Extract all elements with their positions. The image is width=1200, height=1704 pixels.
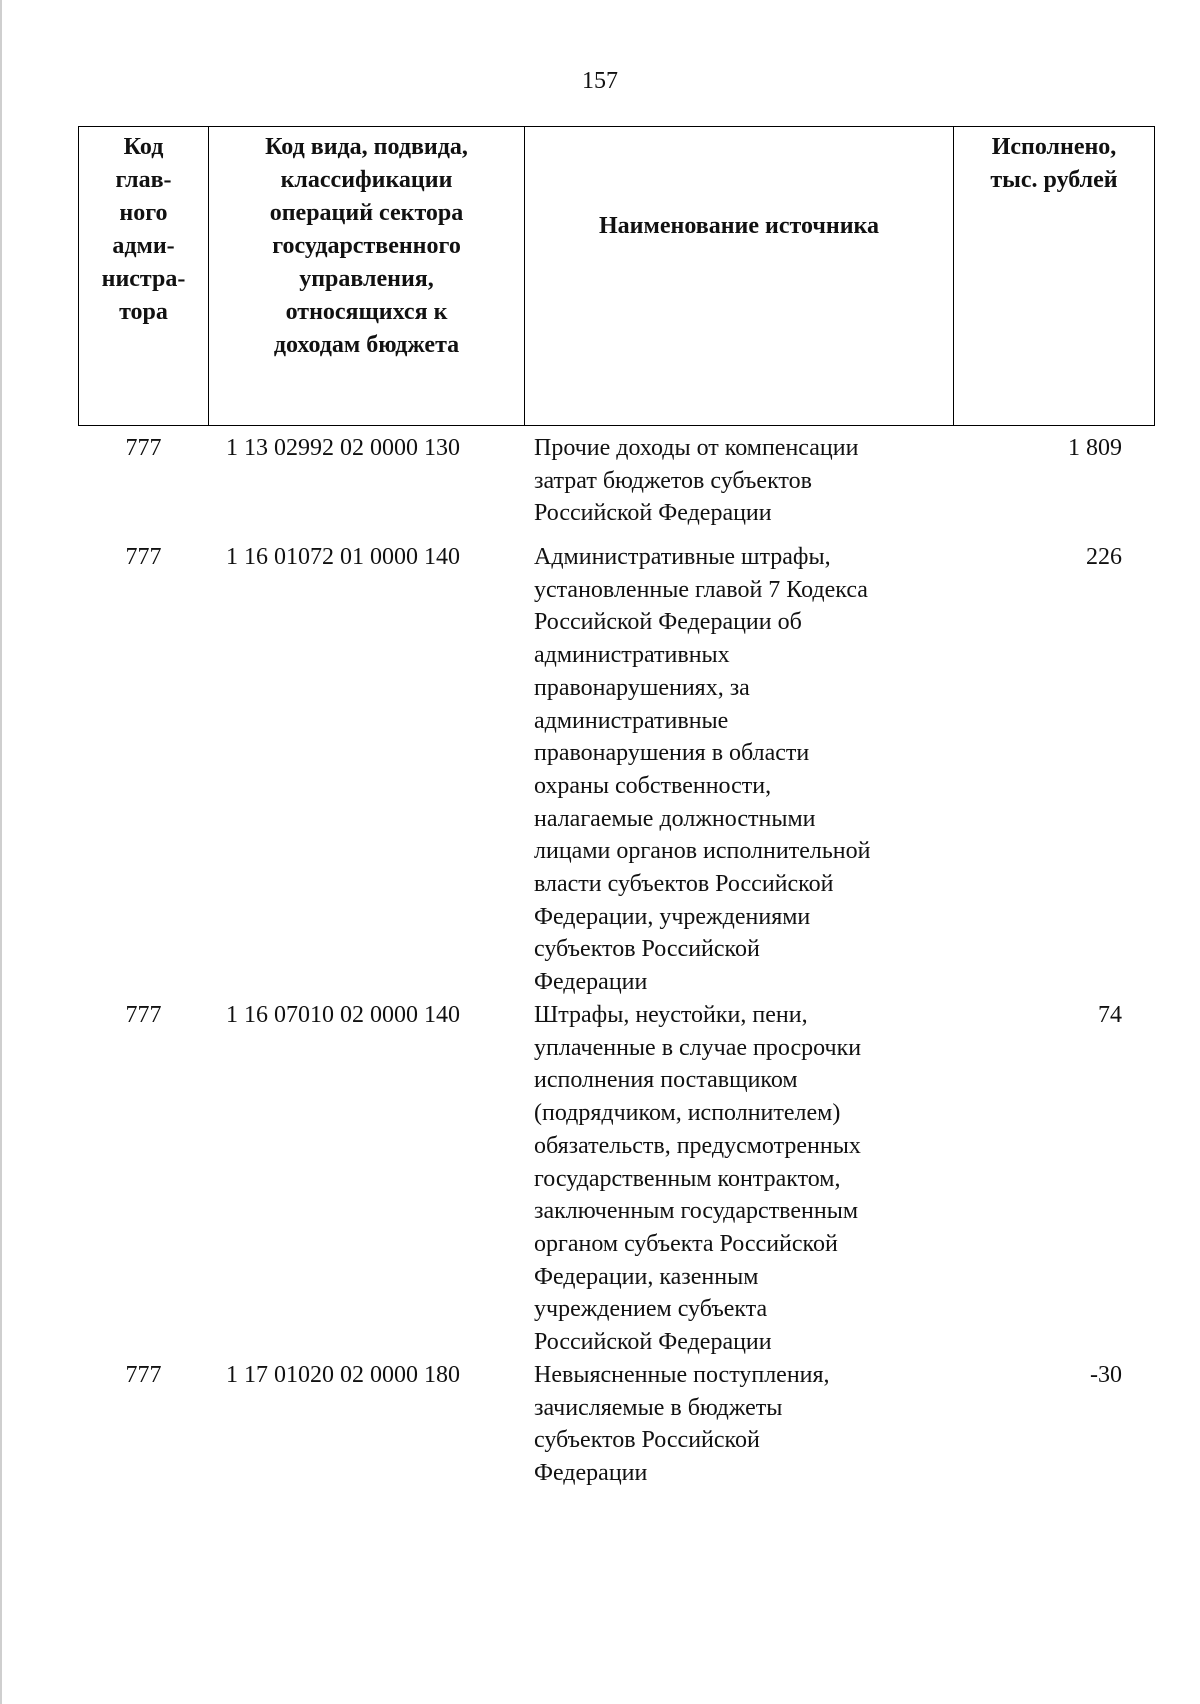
classification-code-cell: 1 16 07010 02 0000 140 — [226, 1002, 460, 1028]
name-line: уплаченные в случае просрочки — [534, 1034, 862, 1061]
header-executed — [954, 127, 1155, 426]
name-line: Прочие доходы от компенсации — [534, 435, 859, 461]
header-line: государственного — [272, 233, 461, 259]
name-line: Российской Федерации — [534, 500, 772, 527]
header-line: операций сектора — [269, 200, 464, 226]
name-line: правонарушения в области — [534, 740, 810, 767]
name-line: (подрядчиком, исполнителем) — [534, 1100, 841, 1127]
name-line: Федерации — [534, 1460, 648, 1487]
admin-code-cell: 777 — [125, 1002, 162, 1028]
header-admin-code — [79, 127, 209, 426]
name-line: охраны собственности, — [534, 772, 772, 799]
header-line: тора — [119, 299, 168, 325]
header-line: относящихся к — [285, 299, 448, 325]
name-line: Штрафы, неустойки, пени, — [534, 1002, 808, 1028]
name-line: правонарушениях, за — [534, 674, 750, 701]
header-line: адми- — [112, 233, 175, 259]
header-line: Код вида, подвида, — [265, 134, 468, 160]
amount-cell: -30 — [1090, 1362, 1122, 1388]
header-line: классификации — [280, 167, 453, 193]
header-line: ного — [119, 200, 168, 226]
table-header — [78, 126, 1155, 426]
name-line: Федерации, учреждениями — [534, 903, 811, 930]
admin-code-cell: 777 — [125, 435, 162, 461]
name-line: органом субъекта Российской — [534, 1230, 838, 1257]
name-line: Российской Федерации — [534, 1329, 772, 1356]
name-line: исполнения поставщиком — [534, 1067, 798, 1094]
classification-code-cell: 1 17 01020 02 0000 180 — [226, 1362, 460, 1388]
name-line: затрат бюджетов субъектов — [534, 467, 812, 494]
name-line: заключенным государственным — [534, 1198, 859, 1225]
name-line: Российской Федерации об — [534, 609, 802, 636]
header-classification-code — [209, 127, 525, 426]
source-name-cell — [534, 1359, 954, 1490]
classification-code-cell: 1 13 02992 02 0000 130 — [226, 435, 460, 461]
classification-code-cell: 1 16 01072 01 0000 140 — [226, 544, 460, 570]
source-name-cell — [534, 432, 954, 530]
name-line: лицами органов исполнительной — [534, 838, 871, 865]
source-name-cell — [534, 541, 954, 999]
amount-cell: 74 — [1098, 1002, 1122, 1028]
name-line: государственным контрактом, — [534, 1165, 841, 1192]
amount-cell: 226 — [1086, 544, 1122, 570]
header-line: Код — [123, 134, 164, 160]
name-line: налагаемые должностными — [534, 805, 816, 832]
name-line: Федерации, казенным — [534, 1263, 759, 1290]
name-line: Невыясненные поступления, — [534, 1362, 830, 1388]
name-line: Административные штрафы, — [534, 544, 831, 570]
name-line: обязательств, предусмотренных — [534, 1132, 861, 1159]
name-line: Федерации — [534, 969, 648, 996]
header-line: управления, — [299, 266, 434, 292]
header-line: тыс. рублей — [990, 167, 1118, 193]
name-line: субъектов Российской — [534, 1427, 760, 1454]
scan-edge — [0, 0, 2, 1704]
header-line: доходам бюджета — [273, 332, 460, 358]
admin-code-cell: 777 — [125, 544, 162, 570]
header-source-name: Наименование источника — [525, 127, 954, 426]
name-line: субъектов Российской — [534, 936, 760, 963]
name-line: административных — [534, 642, 730, 669]
page-number: 157 — [582, 68, 618, 94]
header-line: Исполнено, — [991, 134, 1117, 160]
name-line: учреждением субъекта — [534, 1296, 768, 1323]
name-line: установленные главой 7 Кодекса — [534, 576, 868, 603]
admin-code-cell: 777 — [125, 1362, 162, 1388]
name-line: власти субъектов Российской — [534, 871, 834, 898]
source-name-cell — [534, 999, 954, 1359]
name-line: административные — [534, 707, 729, 734]
header-line: нистра- — [101, 266, 186, 292]
header-line: глав- — [115, 167, 172, 193]
name-line: зачисляемые в бюджеты — [534, 1394, 783, 1421]
amount-cell: 1 809 — [1068, 435, 1122, 461]
